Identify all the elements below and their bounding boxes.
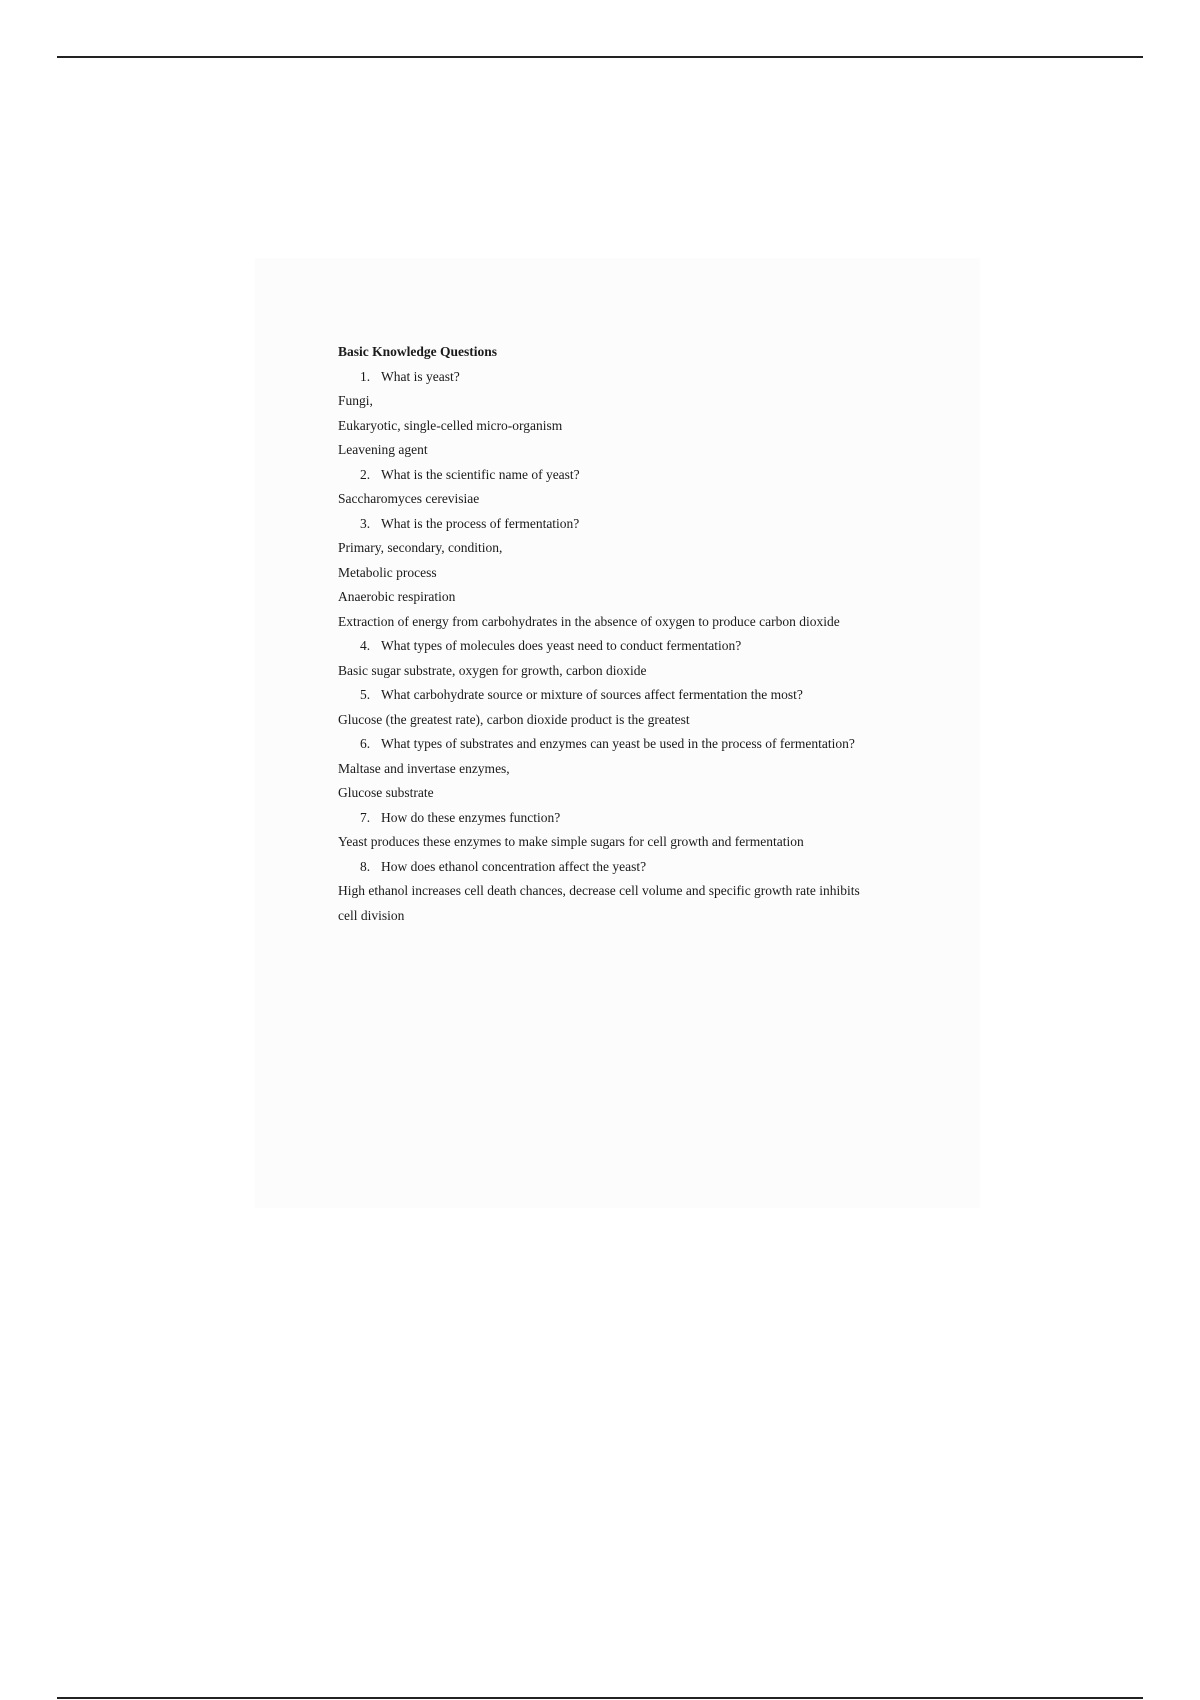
footer-rule — [57, 1697, 1143, 1699]
answer-line: Maltase and invertase enzymes, — [338, 760, 510, 776]
question-text: How do these enzymes function? — [381, 809, 561, 825]
header-rule — [57, 56, 1143, 58]
answer-line: cell division — [338, 907, 405, 923]
question-number: 8. — [360, 858, 371, 874]
question-number: 5. — [360, 687, 371, 702]
question-number: 2. — [360, 466, 371, 482]
answer-line: Eukaryotic, single-celled micro-organism — [338, 417, 563, 433]
question-item — [338, 806, 938, 831]
question-item — [338, 732, 938, 757]
question-text: What types of substrates and enzymes can yeast be used in the process of fermentation? — [381, 736, 855, 751]
question-text: What is the process of fermentation? — [381, 515, 580, 531]
question-item — [338, 512, 938, 537]
question-text: What is yeast? — [381, 368, 460, 384]
answer-line: Yeast produces these enzymes to make simple sugars for cell growth and fermentation — [338, 834, 804, 849]
answer-line: Extraction of energy from carbohydrates in the absence of oxygen to produce carbon dioxide — [338, 613, 840, 629]
question-number: 3. — [360, 515, 371, 531]
answer-line: Metabolic process — [338, 564, 437, 580]
answer-line: Glucose (the greatest rate), carbon dioxide product is the greatest — [338, 711, 690, 727]
question-item — [338, 683, 938, 708]
answer-line: Fungi, — [338, 393, 373, 408]
question-number: 4. — [360, 638, 371, 653]
answer-line: Anaerobic respiration — [338, 589, 456, 604]
qa-list — [338, 365, 938, 929]
section-heading: Basic Knowledge Questions — [338, 344, 498, 359]
question-text: What types of molecules does yeast need to conduct fermentation? — [381, 638, 742, 653]
answer-line: Primary, secondary, condition, — [338, 540, 503, 555]
question-text: What is the scientific name of yeast? — [381, 466, 580, 482]
question-number: 7. — [360, 809, 371, 825]
answer-line: Basic sugar substrate, oxygen for growth, carbon dioxide — [338, 662, 647, 678]
question-number: 6. — [360, 736, 371, 751]
question-item — [338, 634, 938, 659]
question-item — [338, 463, 938, 488]
answer-line: Leavening agent — [338, 442, 428, 457]
answer-line: Saccharomyces cerevisiae — [338, 491, 480, 506]
question-number: 1. — [360, 368, 371, 384]
question-item — [338, 855, 938, 880]
answer-line: High ethanol increases cell death chances, decrease cell volume and specific growth rate inhibits — [338, 883, 860, 898]
question-text: How does ethanol concentration affect the yeast? — [381, 858, 647, 874]
answer-line: Glucose substrate — [338, 785, 434, 800]
question-text: What carbohydrate source or mixture of sources affect fermentation the most? — [381, 687, 803, 702]
document-body — [338, 340, 938, 928]
question-item — [338, 365, 938, 390]
